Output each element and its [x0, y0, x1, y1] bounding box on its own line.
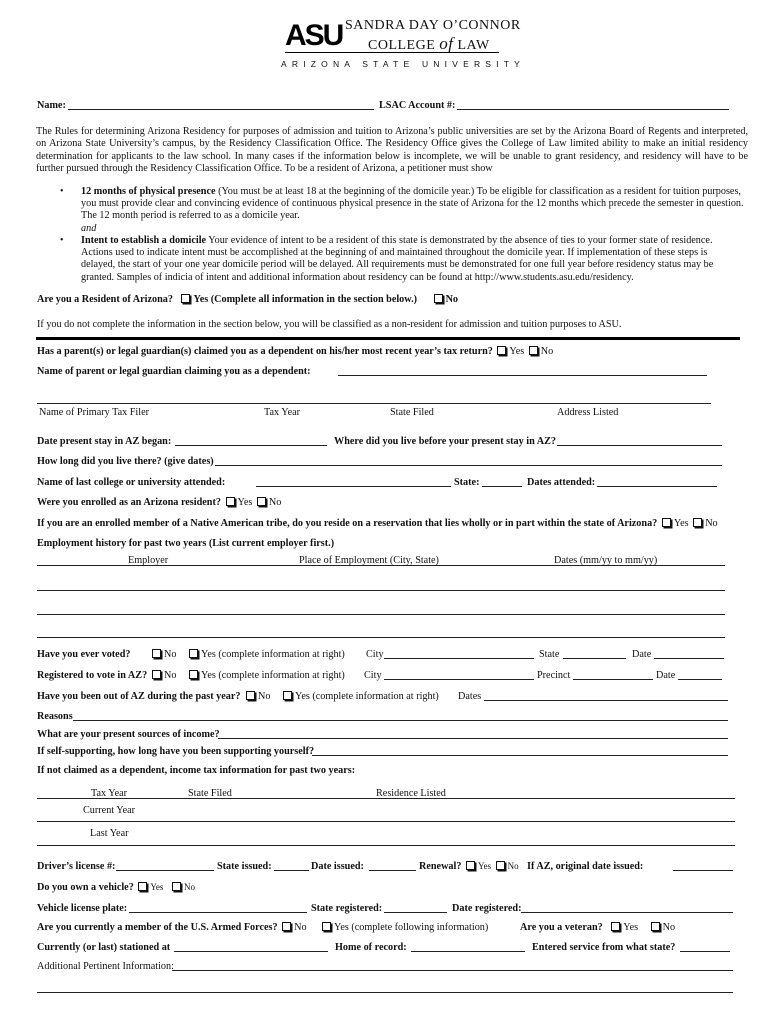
date-registered-label: Date registered:	[452, 903, 522, 914]
dependent-yes-checkbox[interactable]	[497, 346, 506, 355]
state-issued-label: State issued:	[217, 861, 272, 872]
voted-state-field[interactable]	[563, 658, 626, 659]
registered-city-label: City	[364, 670, 382, 681]
precinct-field[interactable]	[573, 679, 653, 680]
registered-city-field[interactable]	[384, 679, 534, 680]
university-name: ARIZONA STATE UNIVERSITY	[281, 59, 525, 69]
voted-city-field[interactable]	[384, 658, 534, 659]
tribe-no-checkbox[interactable]	[693, 518, 702, 527]
employment-row-2[interactable]	[37, 614, 725, 615]
stay-began-label: Date present stay in AZ began:	[37, 436, 172, 447]
col-residence-listed: Residence Listed	[376, 788, 446, 799]
how-long-label: How long did you live there? (give dates)	[37, 456, 214, 467]
section-divider	[36, 337, 740, 340]
dependent-no-checkbox[interactable]	[529, 346, 538, 355]
voted-date-field[interactable]	[654, 658, 724, 659]
voted-state-label: State	[539, 649, 560, 660]
college-state-label: State:	[454, 477, 480, 488]
enrolled-resident-question: Were you enrolled as an Arizona resident? Yes No	[37, 497, 282, 508]
registered-date-field[interactable]	[678, 679, 722, 680]
not-claimed-label: If not claimed as a dependent, income tax information for past two years:	[37, 765, 356, 776]
col-place-of-employment: Place of Employment (City, State)	[299, 555, 439, 566]
entered-service-field[interactable]	[680, 951, 730, 952]
veteran-yes-checkbox[interactable]	[611, 922, 620, 931]
resident-question: Are you a Resident of Arizona? Yes (Complete all information in the section below.) No	[37, 294, 459, 305]
own-vehicle-question: Do you own a vehicle? Yes No	[37, 882, 195, 893]
home-of-record-field[interactable]	[411, 951, 525, 952]
registered-no-checkbox[interactable]	[152, 670, 161, 679]
self-supporting-field[interactable]	[312, 755, 728, 756]
lsac-label: LSAC Account #:	[379, 100, 456, 111]
tribe-question: If you are an enrolled member of a Native American tribe, do you reside on a reservation that lies wholly or in part within the state of Arizona? Yes No	[37, 518, 718, 529]
veteran-question: Are you a veteran? Yes No	[520, 922, 676, 933]
last-college-label: Name of last college or university attended:	[37, 477, 226, 488]
out-of-az-options: No Yes (complete information at right)	[244, 691, 439, 702]
registered-options: No Yes (complete information at right)	[150, 670, 345, 681]
college-state-field[interactable]	[482, 486, 522, 487]
self-supporting-label: If self-supporting, how long have you been supporting yourself?	[37, 746, 315, 757]
name-field[interactable]	[68, 109, 374, 110]
additional-info-field[interactable]	[172, 970, 733, 971]
intro-paragraph: The Rules for determining Arizona Residency for purposes of admission and tuition to Arizona’s public universities are set by the Arizona Board of Regents and interpreted, on Arizona State University’s campus, by the Residency Classification Office. The Residency Office gives the College of Law limited ability to make an initial residency determination for applicants to the law school. In many cases if the information below is incomplete, we will be unable to grant residency, and residency will have to be further pursued through the Residency Classification Office. To be a resident of Arizona, a petitioner must show	[36, 126, 748, 175]
voted-no-checkbox[interactable]	[152, 649, 161, 658]
how-long-field[interactable]	[215, 465, 722, 466]
armed-forces-no-checkbox[interactable]	[282, 922, 291, 931]
armed-forces-yes-option: Yes (complete following information)	[320, 922, 488, 933]
reasons-label: Reasons	[37, 711, 73, 722]
col-employer: Employer	[128, 555, 169, 566]
date-issued-field[interactable]	[369, 870, 416, 871]
bullet-physical-presence: 12 months of physical presence (You must be at least 18 at the beginning of the domicile year.) To be eligible for classification as a resident for tuition purposes, you must provide clear and convincing evidence of continuous physical presence in the state of Arizona for the 12 months which precede the semester in question. The 12 month period is referred to as a domicile year. and	[81, 186, 744, 234]
precinct-label: Precinct	[537, 670, 571, 681]
additional-info-field-2[interactable]	[37, 992, 733, 993]
veteran-no-checkbox[interactable]	[651, 922, 660, 931]
lsac-field[interactable]	[457, 109, 729, 110]
last-college-field[interactable]	[256, 486, 451, 487]
employment-title: Employment history for past two years (List current employer first.)	[37, 538, 335, 549]
col-tax-year: Tax Year	[264, 407, 301, 418]
original-date-label: If AZ, original date issued:	[527, 861, 644, 872]
bullet-intent-domicile: Intent to establish a domicile Your evidence of intent to be a resident of this state is demonstrated by the absence of ties to your former state of residence. Actions used to indicate intent must be accomplished at the beginning of and maintained throughout the domicile year. If implementation of these steps is delayed, the start of your one year domicile period will be delayed. All requirements must be demonstrated for one full year before residency status may be granted. Samples of indicia of intent and additional information about residency can be found at http://www.students.asu.edu/residency.	[81, 235, 714, 283]
state-registered-field[interactable]	[384, 912, 447, 913]
stationed-field[interactable]	[174, 951, 328, 952]
col-address-listed: Address Listed	[557, 407, 619, 418]
renewal-question: Renewal? Yes No	[419, 861, 519, 872]
original-date-field[interactable]	[673, 870, 733, 871]
own-vehicle-no-checkbox[interactable]	[172, 882, 181, 891]
bullet: •	[60, 186, 64, 197]
stay-began-field[interactable]	[175, 445, 327, 446]
last-year-row[interactable]	[37, 845, 735, 846]
plate-label: Vehicle license plate:	[37, 903, 128, 914]
additional-info-label: Additional Pertinent Information:	[37, 961, 174, 972]
registered-date-label: Date	[656, 670, 676, 681]
name-label: Name:	[37, 100, 66, 111]
tax-filer-line[interactable]	[37, 403, 711, 404]
out-of-az-label: Have you been out of AZ during the past year?	[37, 691, 241, 702]
voted-city-label: City	[366, 649, 384, 660]
logo-divider	[285, 52, 499, 53]
dates-attended-label: Dates attended:	[527, 477, 596, 488]
out-yes-checkbox[interactable]	[283, 691, 292, 700]
date-registered-field[interactable]	[521, 912, 733, 913]
asu-logo: ASU	[285, 19, 343, 52]
voted-options: No Yes (complete information at right)	[150, 649, 345, 660]
out-dates-label: Dates	[458, 691, 482, 702]
renewal-no-checkbox[interactable]	[496, 861, 505, 870]
where-before-label: Where did you live before your present stay in AZ?	[334, 436, 556, 447]
out-dates-field[interactable]	[484, 700, 728, 701]
voted-date-label: Date	[632, 649, 652, 660]
renewal-yes-checkbox[interactable]	[466, 861, 475, 870]
armed-forces-question: Are you currently a member of the U.S. Armed Forces? No	[37, 922, 307, 933]
guardian-label: Name of parent or legal guardian claiming you as a dependent:	[37, 366, 311, 377]
enrolled-no-checkbox[interactable]	[257, 497, 266, 506]
tribe-yes-checkbox[interactable]	[662, 518, 671, 527]
state-registered-label: State registered:	[311, 903, 383, 914]
last-year-label: Last Year	[90, 828, 129, 839]
state-issued-field[interactable]	[274, 870, 309, 871]
stationed-label: Currently (or last) stationed at	[37, 942, 171, 953]
voted-yes-checkbox[interactable]	[189, 649, 198, 658]
resident-no-checkbox[interactable]	[434, 294, 443, 303]
reasons-field[interactable]	[73, 720, 728, 721]
home-of-record-label: Home of record:	[335, 942, 407, 953]
current-year-label: Current Year	[83, 805, 136, 816]
date-issued-label: Date issued:	[311, 861, 364, 872]
out-no-checkbox[interactable]	[246, 691, 255, 700]
college-name-line1: SANDRA DAY O’CONNOR	[345, 18, 521, 33]
employment-row-1[interactable]	[37, 590, 725, 591]
col-tax-year-2: Tax Year	[91, 788, 128, 799]
col-employment-dates: Dates (mm/yy to mm/yy)	[554, 555, 658, 566]
income-sources-label: What are your present sources of income?	[37, 729, 220, 740]
col-primary-tax-filer: Name of Primary Tax Filer	[39, 407, 150, 418]
employment-row-3[interactable]	[37, 637, 725, 638]
ever-voted-label: Have you ever voted?	[37, 649, 131, 660]
col-state-filed: State Filed	[390, 407, 434, 418]
dependent-question: Has a parent(s) or legal guardian(s) claimed you as a dependent on his/her most recent year’s tax return? Yes No	[37, 346, 554, 357]
armed-forces-yes-checkbox[interactable]	[322, 922, 331, 931]
dates-attended-field[interactable]	[597, 486, 717, 487]
where-before-field[interactable]	[557, 445, 722, 446]
income-sources-field[interactable]	[218, 738, 728, 739]
nonresident-note: If you do not complete the information in the section below, you will be classified as a non-resident for admission and tuition purposes to ASU.	[37, 319, 622, 330]
tax-header-line	[37, 798, 735, 799]
plate-field[interactable]	[129, 912, 307, 913]
registered-yes-checkbox[interactable]	[189, 670, 198, 679]
drivers-license-label: Driver’s license #:	[37, 861, 116, 872]
resident-yes-checkbox[interactable]	[181, 294, 190, 303]
current-year-row[interactable]	[37, 821, 735, 822]
guardian-field[interactable]	[338, 375, 707, 376]
registered-label: Registered to vote in AZ?	[37, 670, 148, 681]
col-state-filed-2: State Filed	[188, 788, 232, 799]
own-vehicle-yes-checkbox[interactable]	[138, 882, 147, 891]
drivers-license-field[interactable]	[116, 870, 214, 871]
bullet: •	[60, 235, 64, 246]
entered-service-label: Entered service from what state?	[532, 942, 676, 953]
enrolled-yes-checkbox[interactable]	[226, 497, 235, 506]
college-name-line2: COLLEGE of LAW	[368, 34, 490, 53]
